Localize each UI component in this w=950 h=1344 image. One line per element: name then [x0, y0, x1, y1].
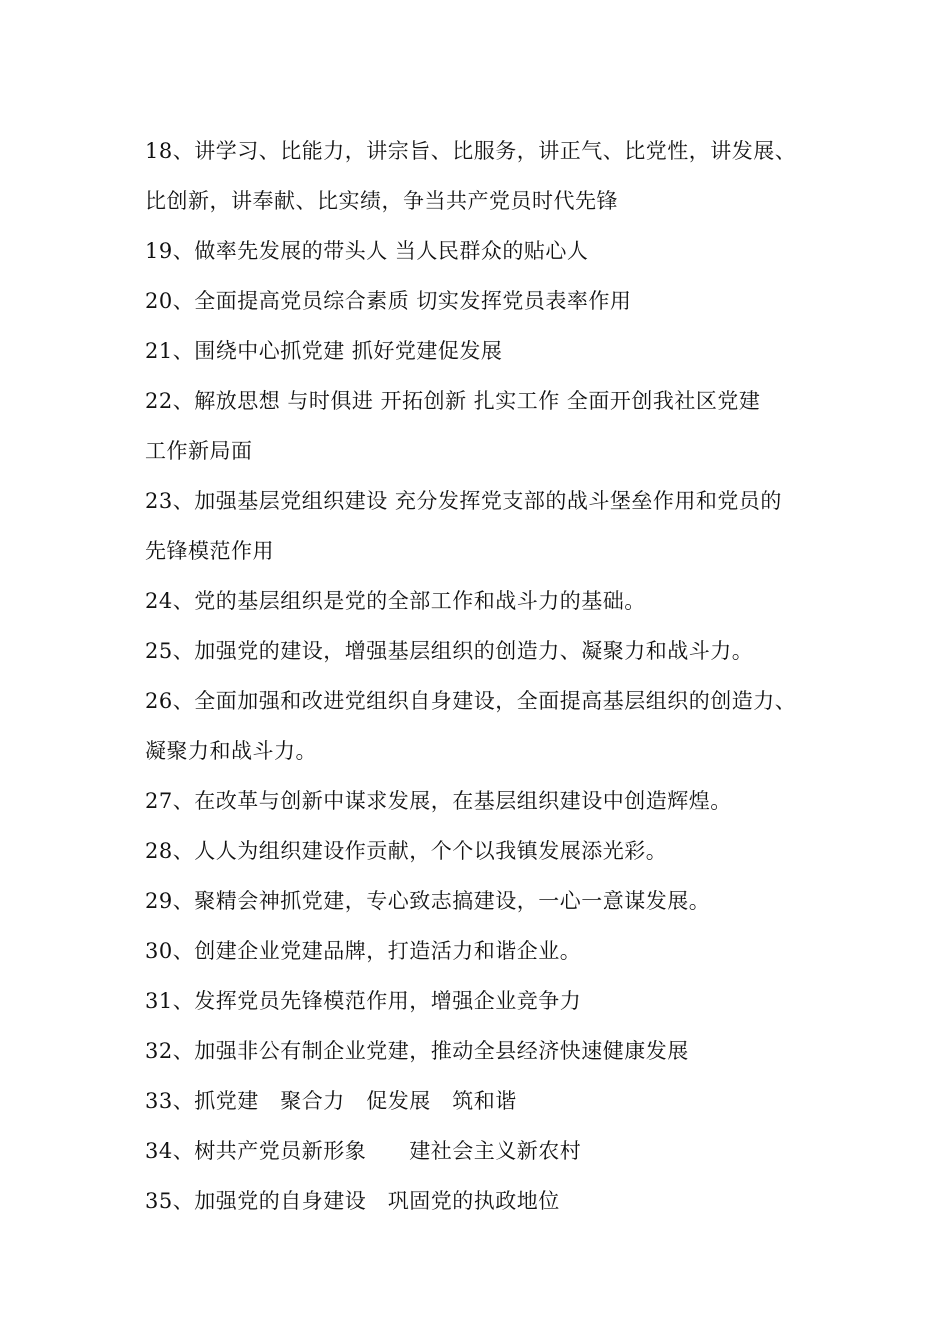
text-line: 32、加强非公有制企业党建，推动全县经济快速健康发展	[145, 1039, 689, 1063]
text-line: 31、发挥党员先锋模范作用，增强企业竞争力	[145, 989, 582, 1013]
document-body	[145, 136, 825, 1236]
text-line: 24、党的基层组织是党的全部工作和战斗力的基础。	[145, 589, 646, 613]
text-line: 33、抓党建 聚合力 促发展 筑和谐	[145, 1089, 517, 1113]
text-line: 30、创建企业党建品牌，打造活力和谐企业。	[145, 939, 582, 963]
text-line: 先锋模范作用	[145, 539, 274, 563]
text-line: 27、在改革与创新中谋求发展，在基层组织建设中创造辉煌。	[145, 789, 732, 813]
text-line: 28、人人为组织建设作贡献，个个以我镇发展添光彩。	[145, 839, 668, 863]
text-line: 34、树共产党员新形象 建社会主义新农村	[145, 1139, 582, 1163]
text-line: 凝聚力和战斗力。	[145, 739, 317, 763]
text-line: 18、讲学习、比能力，讲宗旨、比服务，讲正气、比党性，讲发展、	[145, 139, 797, 163]
text-line: 23、加强基层党组织建设 充分发挥党支部的战斗堡垒作用和党员的	[145, 489, 782, 513]
text-line: 25、加强党的建设，增强基层组织的创造力、凝聚力和战斗力。	[145, 639, 754, 663]
text-line: 20、全面提高党员综合素质 切实发挥党员表率作用	[145, 289, 632, 313]
text-line: 26、全面加强和改进党组织自身建设，全面提高基层组织的创造力、	[145, 689, 797, 713]
text-line: 35、加强党的自身建设 巩固党的执政地位	[145, 1189, 560, 1213]
text-line: 比创新，讲奉献、比实绩，争当共产党员时代先锋	[145, 189, 618, 213]
text-line: 29、聚精会神抓党建，专心致志搞建设，一心一意谋发展。	[145, 889, 711, 913]
text-line: 工作新局面	[145, 439, 253, 463]
text-line: 22、解放思想 与时俱进 开拓创新 扎实工作 全面开创我社区党建	[145, 389, 761, 413]
text-line: 19、做率先发展的带头人 当人民群众的贴心人	[145, 239, 589, 263]
text-line: 21、围绕中心抓党建 抓好党建促发展	[145, 339, 503, 363]
